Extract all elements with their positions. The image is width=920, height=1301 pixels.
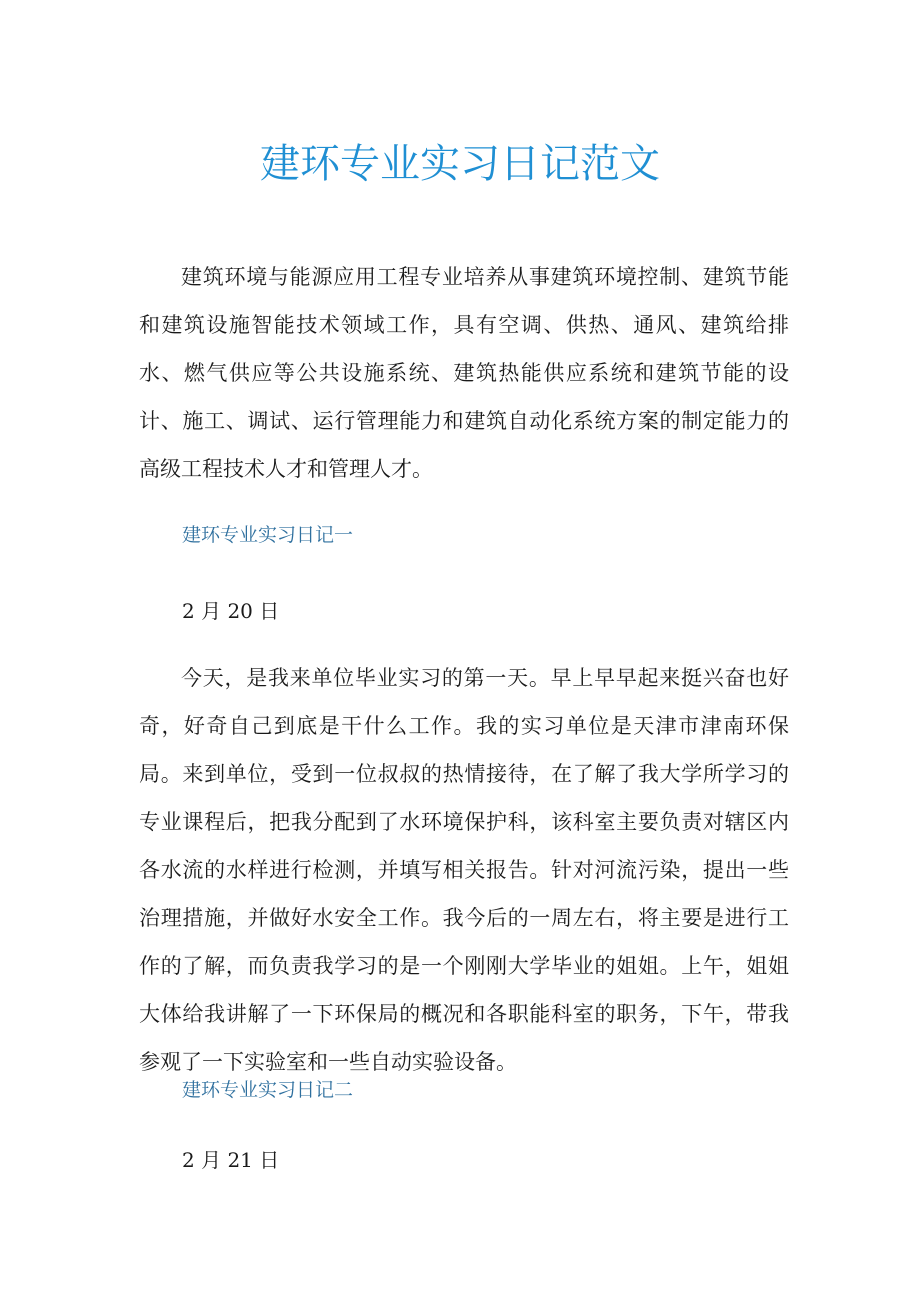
entry-date-2: 2 月 21 日: [182, 1148, 280, 1172]
page-title: 建环专业实习日记范文: [260, 141, 660, 187]
entry-heading-1: 建环专业实习日记一: [182, 524, 354, 546]
entry-heading-2: 建环专业实习日记二: [182, 1079, 354, 1101]
entry-body-1: 今天，是我来单位毕业实习的第一天。早上早早起来挺兴奋也好奇，好奇自己到底是干什么工作。我的实习单位是天津市津南环保局。来到单位，受到一位叔叔的热情接待，在了解了我大学所学习的专业课程后，把我分配到了水环境保护科，该科室主要负责对辖区内各水流的水样进行检测，并填写相关报告。针对河流污染，提出一些治理措施，并做好水安全工作。我今后的一周左右，将主要是进行工作的了解，而负责我学习的是一个刚刚大学毕业的姐姐。上午，姐姐大体给我讲解了一下环保局的概况和各职能科室的职务，下午，带我参观了一下实验室和一些自动实验设备。: [139, 666, 789, 1074]
entry-date-1: 2 月 20 日: [182, 599, 280, 623]
intro-paragraph: 建筑环境与能源应用工程专业培养从事建筑环境控制、建筑节能和建筑设施智能技术领域工作，具有空调、供热、通风、建筑给排水、燃气供应等公共设施系统、建筑热能供应系统和建筑节能的设计、施工、调试、运行管理能力和建筑自动化系统方案的制定能力的高级工程技术人才和管理人才。: [139, 265, 789, 481]
